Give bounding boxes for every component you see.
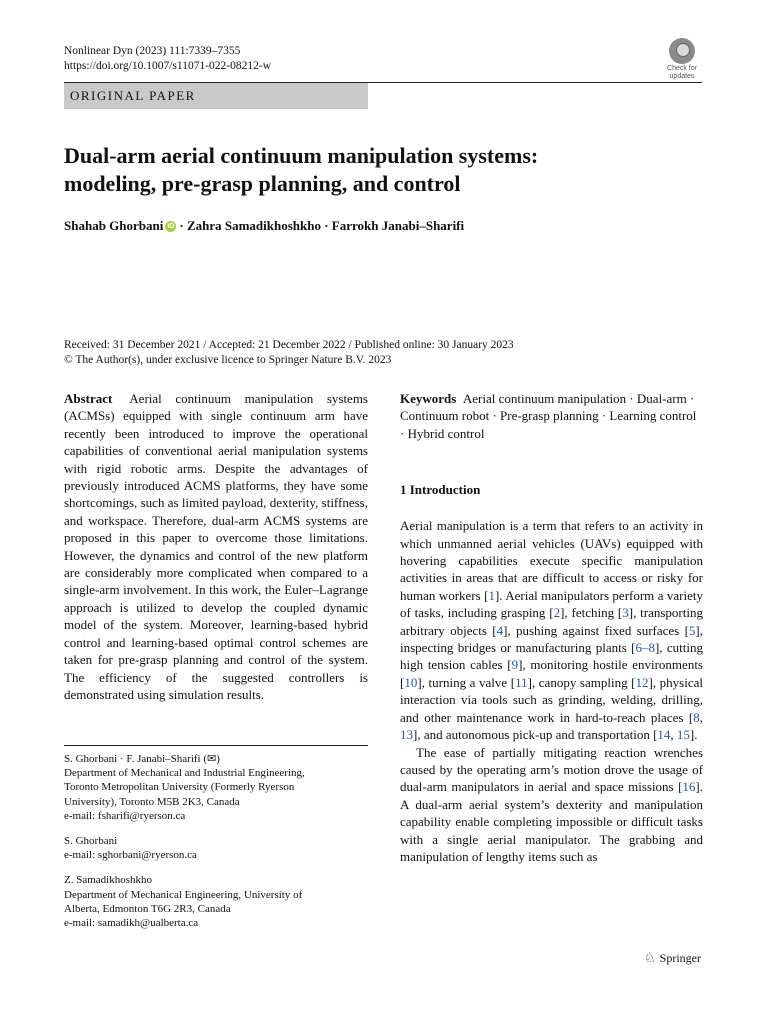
citation-link[interactable]: 8 [693, 709, 700, 725]
journal-meta [64, 44, 271, 74]
doi-link[interactable]: https://doi.org/10.1007/s11071-022-08212-w [64, 60, 271, 72]
affiliation-block [64, 752, 368, 823]
citation-link[interactable]: 5 [688, 622, 696, 638]
citation-link[interactable]: 3 [622, 605, 629, 621]
abstract [64, 390, 368, 703]
author-list [64, 218, 464, 234]
title-line-1: Dual-arm aerial continuum manipulation systems: [64, 143, 539, 168]
intro-text: ], pushing against fixed surfaces [ [503, 622, 689, 638]
intro-text: ]. A dual-arm aerial system’s dexterity and manipulation capability enable completing impossible or difficult tasks with a single aerial manipulator. The grabbing and manipulation of lengthy items such as [400, 779, 703, 864]
check-updates-label-1: Check for [667, 65, 697, 72]
intro-text: ], cutting high tension cables [ [400, 640, 703, 673]
affiliation-dept: Department of Mechanical and Industrial Engineering, [64, 767, 305, 780]
intro-text: ], fetching [ [560, 605, 623, 621]
publisher-footer [644, 950, 701, 966]
section-heading-introduction: 1 Introduction [400, 482, 481, 498]
intro-text: ], and autonomous pick-up and transportation [ [413, 727, 658, 743]
affiliation-univ: Alberta, Edmonton T6G 2R3, Canada [64, 902, 231, 915]
intro-text: ], inspecting bridges or manufacturing plants [ [400, 622, 703, 656]
citation-link[interactable]: 2 [553, 605, 561, 621]
date-history: Received: 31 December 2021 / Accepted: 21 December 2022 / Published online: 30 January 2023 [64, 339, 514, 351]
affiliations [64, 752, 368, 941]
affiliation-names: S. Ghorbani [64, 835, 118, 848]
affiliation-dept: Department of Mechanical Engineering, University of [64, 888, 303, 901]
footnote-rule [64, 745, 368, 746]
springer-logo-icon: ♘ [644, 950, 656, 965]
intro-text: , [670, 727, 677, 743]
right-column [400, 390, 703, 865]
intro-text: The ease of partially mitigating reaction wrenches caused by the operating arm’s motion drove the usage of dual-arm manipulators in aerial and space missions [ [400, 744, 703, 795]
affiliation-univ: University), Toronto M5B 2K3, Canada [64, 795, 240, 808]
intro-text: ], turning a valve [ [417, 674, 516, 690]
intro-text: ]. Aerial manipulators perform a variety of tasks, including grasping [ [400, 587, 703, 621]
intro-paragraph-1 [400, 517, 703, 743]
affiliation-email[interactable]: e-mail: fsharifi@ryerson.ca [64, 809, 186, 822]
abstract-text: Aerial continuum manipulation systems (ACMSs) equipped with single continuum arm have recently been introduced to improve the operational capabilities of conventional aerial manipulation systems with rigid robotic arms. Despite the advantages of previously introduced ACMS platforms, they have some shortcomings, such as limited payload, dexterity, stiffness, and workspace. Therefore, dual-arm ACMS systems are proposed in this paper to overcome those limitations. However, the dynamics and control of the new platform are considerably more complicated when compared to a single-arm involvement. In this work, the Euler–Lagrange approach is utilized to develop the coupled dynamic model of the system. Moreover, learning-based hybrid control and learning-based optimal control schemes are taken for pre-grasp planning and control of the system. The efficiency of the suggested controllers is demonstrated using simulation results. [64, 391, 368, 702]
journal-citation: Nonlinear Dyn (2023) 111:7339–7355 [64, 45, 241, 57]
affiliation-block [64, 873, 368, 930]
publisher-name: Springer [659, 950, 701, 965]
publication-dates [64, 338, 514, 368]
keywords-text: Aerial continuum manipulation · Dual-arm · Continuum robot · Pre-grasp planning · Learning control · Hybrid control [400, 391, 697, 441]
check-updates-label-2: updates [669, 73, 695, 80]
keywords [400, 390, 703, 442]
intro-text: ]. [689, 727, 698, 743]
orcid-icon[interactable]: iD [167, 222, 175, 230]
affiliation-names: Z. Samadikhoshkho [64, 874, 152, 887]
affiliation-email[interactable]: e-mail: sghorbani@ryerson.ca [64, 849, 197, 862]
abstract-heading: Abstract [64, 391, 113, 406]
citation-link[interactable]: 13 [400, 727, 413, 743]
citation-link[interactable]: 14 [657, 727, 671, 743]
title-line-2: modeling, pre-grasp planning, and control [64, 171, 461, 196]
citation-link[interactable]: 4 [496, 622, 504, 638]
paper-type-banner: ORIGINAL PAPER [64, 83, 368, 109]
citation-link[interactable]: 10 [404, 674, 418, 690]
intro-text: , [699, 709, 703, 725]
citation-link[interactable]: 12 [635, 674, 649, 690]
check-for-updates-badge[interactable] [660, 38, 704, 82]
author-name: Shahab Ghorbani [64, 218, 164, 233]
keywords-heading: Keywords [400, 391, 457, 406]
affiliation-email[interactable]: e-mail: samadikh@ualberta.ca [64, 917, 199, 930]
intro-text: ], transporting arbitrary objects [ [400, 605, 703, 638]
citation-link[interactable]: 16 [682, 779, 696, 795]
intro-text: ], monitoring hostile environments [ [400, 657, 703, 690]
intro-paragraph-2 [400, 744, 703, 866]
citation-link[interactable]: 6–8 [635, 640, 655, 656]
paper-title [64, 142, 684, 198]
affiliation-block [64, 834, 368, 862]
intro-text: ], physical interaction via tools such as grinding, welding, drilling, and other maintenance work in hard-to-reach places [ [400, 674, 703, 725]
citation-link[interactable]: 11 [515, 674, 528, 690]
affiliation-univ: Toronto Metropolitan University (Formerly Ryerson [64, 781, 295, 794]
left-column [64, 390, 368, 703]
citation-link[interactable]: 15 [676, 727, 690, 743]
check-updates-icon [669, 38, 695, 64]
coauthor-names: · Zahra Samadikhoshkho · Farrokh Janabi–Sharifi [179, 218, 465, 233]
copyright-line: © The Author(s), under exclusive licence to Springer Nature B.V. 2023 [64, 354, 392, 366]
intro-text: Aerial manipulation is a term that refers to an activity in which unmanned aerial vehicles (UAVs) equipped with hovering capabilities execute specific manipulation activities in areas that are difficult to access or risky for human workers [ [400, 518, 703, 603]
citation-link[interactable]: 1 [488, 587, 495, 603]
affiliation-names: S. Ghorbani · F. Janabi–Sharifi (✉) [64, 753, 220, 765]
citation-link[interactable]: 9 [511, 657, 519, 673]
intro-text: ], canopy sampling [ [527, 674, 636, 690]
